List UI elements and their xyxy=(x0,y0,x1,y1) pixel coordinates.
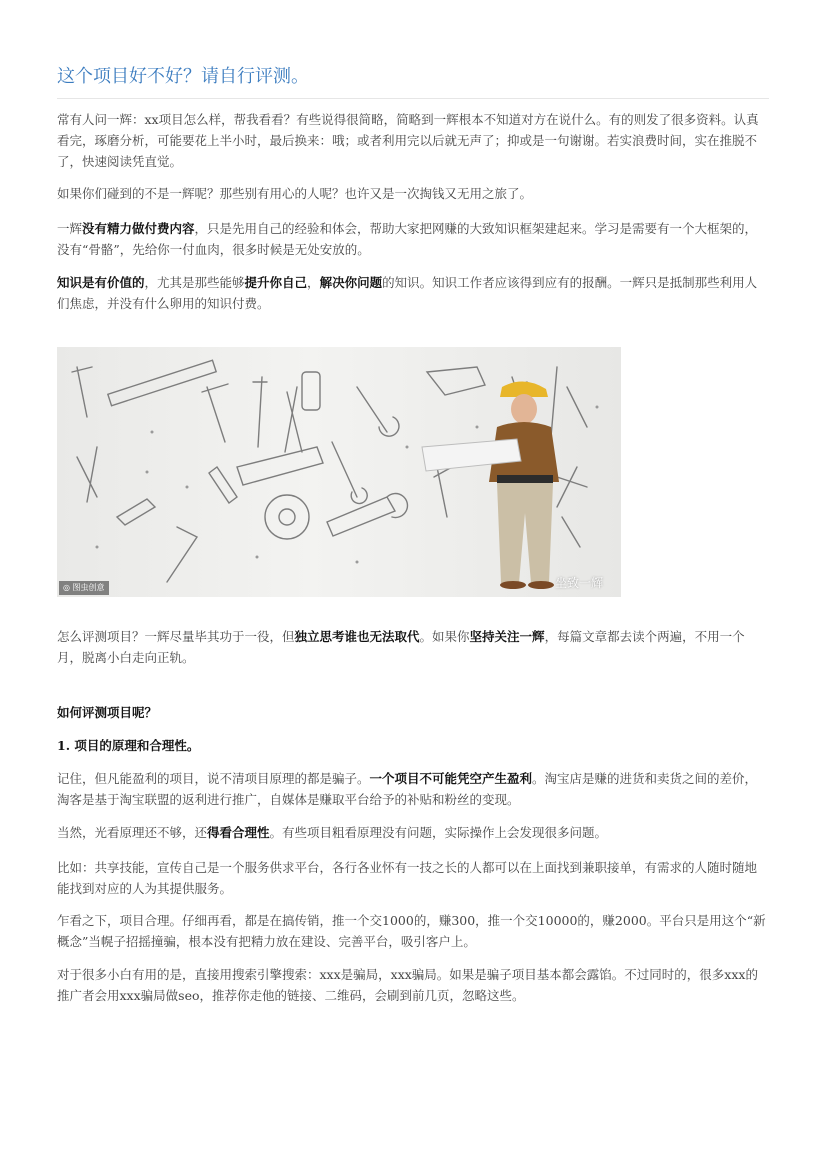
tools-sketch-illustration xyxy=(57,347,621,597)
article-image xyxy=(57,347,621,597)
text-span: 记住，但凡能盈利的项目，说不清项目原理的都是骗子。 xyxy=(57,771,370,786)
text-span: ，只是先用自己的经验和体会，帮助大家把网赚的大致知识框架建起来。学习是需要有一个大框架的，没有“骨骼”，先给你一付血肉，很多时候是无处安放的。 xyxy=(57,221,758,257)
text-span: 怎么评测项目？一辉尽量毕其功于一役，但 xyxy=(57,629,295,644)
image-credit: ◎ 图虫创意 xyxy=(59,581,109,595)
text-span: 。有些项目粗看原理没有问题，实际操作上会发现很多问题。 xyxy=(269,825,608,840)
paragraph-how-to-evaluate xyxy=(57,626,769,668)
article-title: 这个项目好不好？请自行评测。 xyxy=(57,64,769,99)
bold-text: 没有精力做付费内容 xyxy=(82,221,195,236)
bold-text: 解决你问题 xyxy=(319,275,383,290)
worker-figure xyxy=(422,381,559,589)
bold-text: 知识是有价值的 xyxy=(57,275,145,290)
paragraph-framework xyxy=(57,218,769,260)
bold-text: 提升你自己 xyxy=(244,275,308,290)
paragraph-rationality xyxy=(57,822,769,843)
subsection-heading: 1. 项目的原理和合理性。 xyxy=(57,738,200,753)
image-watermark: 坐致一辉 xyxy=(554,576,603,590)
paragraph-question: 如果你们碰到的不是一辉呢？那些别有用心的人呢？也许又是一次掏钱又无用之旅了。 xyxy=(57,186,533,201)
text-span: 。如果你 xyxy=(419,629,470,644)
bold-text: 一个项目不可能凭空产生盈利 xyxy=(369,771,533,786)
paragraph-intro: 常有人问一辉：xx项目怎么样，帮我看看？有些说得很简略，简略到一辉根本不知道对方在说什么。有的则发了很多资料。认真看完，琢磨分析，可能要花上半小时，最后换来：哦；或者利用完以后就无声了；抑或是一句谢谢。若实浪费时间，实在推脱不了，快速阅读凭直觉。 xyxy=(57,112,759,169)
section-heading: 如何评测项目呢？ xyxy=(57,705,158,720)
text-span: ， xyxy=(307,275,320,290)
paragraph-knowledge-value xyxy=(57,272,769,314)
paragraph-search-tip: 对于很多小白有用的是，直接用搜索引擎搜索：xxx是骗局，xxx骗局。如果是骗子项目基本都会露馅。不过同时的，很多xxx的推广者会用xxx骗局做seo，推荐你走他的链接、二维码，会刷到前几页，忽略这些。 xyxy=(57,967,758,1003)
bold-text: 坚持关注一辉 xyxy=(469,629,545,644)
text-span: 当然，光看原理还不够，还 xyxy=(57,825,208,840)
bold-text: 独立思考谁也无法取代 xyxy=(294,629,420,644)
paragraph-analysis: 乍看之下，项目合理。仔细再看，都是在搞传销，推一个交1000的，赚300，推一个交10000的，赚2000。平台只是用这个“新概念”当幌子招摇撞骗，根本没有把精力放在建设、完善平台，吸引客户上。 xyxy=(57,913,766,949)
bold-text: 得看合理性 xyxy=(207,825,270,840)
text-span: ，尤其是那些能够 xyxy=(144,275,245,290)
text-span: 。淘宝店是赚的进货和卖货之间的差价，淘客是基于淘宝联盟的返利进行推广，自媒体是赚取平台给予的补贴和粉丝的变现。 xyxy=(57,771,758,807)
text-span: 一辉 xyxy=(57,221,83,236)
paragraph-example: 比如：共享技能，宣传自己是一个服务供求平台，各行各业怀有一技之长的人都可以在上面找到兼职接单，有需求的人随时随地能找到对应的人为其提供服务。 xyxy=(57,860,758,896)
text-span: ，每篇文章都去读个两遍，不用一个月，脱离小白走向正轨。 xyxy=(57,629,745,665)
paragraph-principle xyxy=(57,768,769,810)
text-span: 的知识。知识工作者应该得到应有的报酬。一辉只是抵制那些利用人们焦虑，并没有什么卵用的知识付费。 xyxy=(57,275,758,311)
